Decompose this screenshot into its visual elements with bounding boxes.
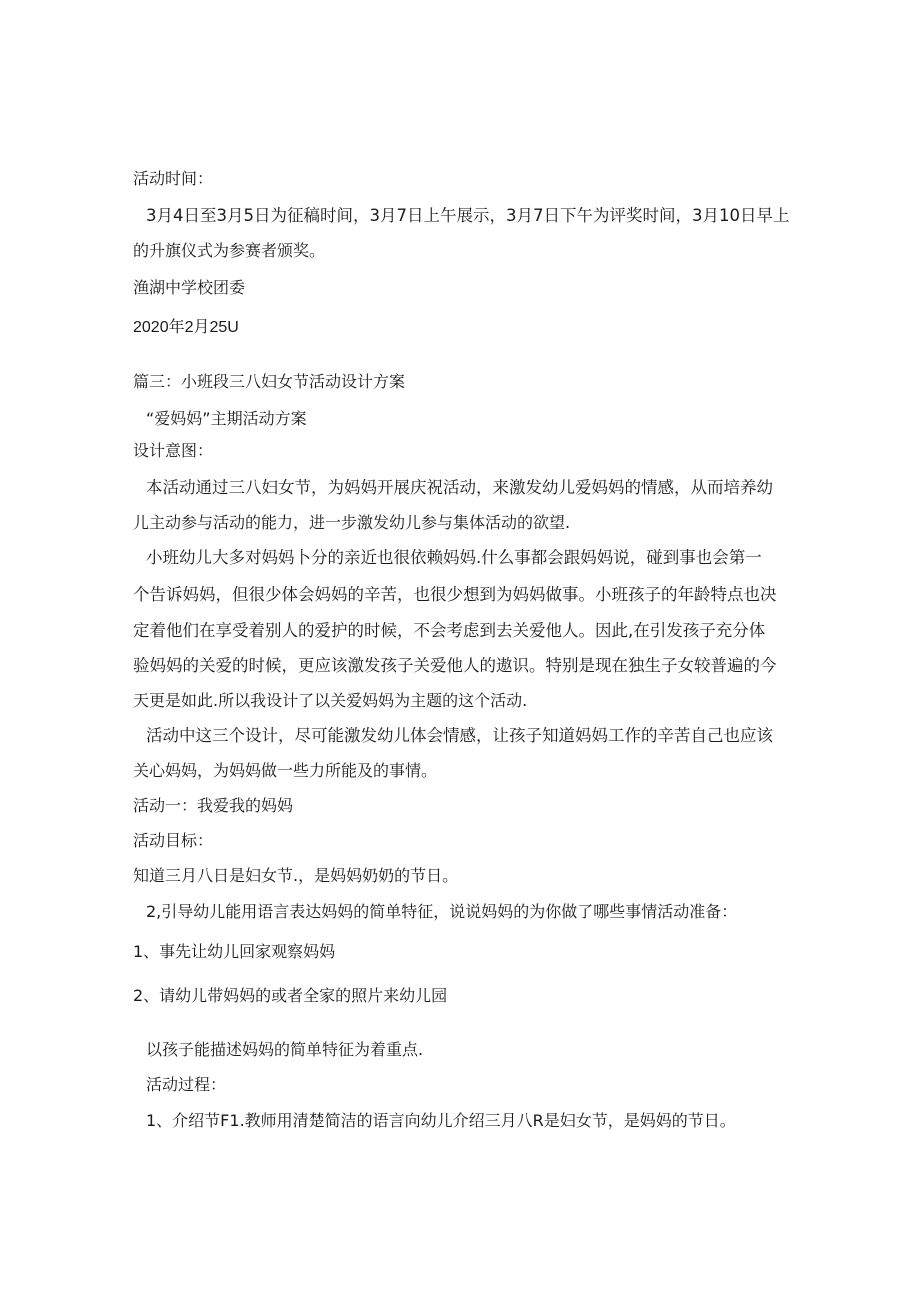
text-line: 天更是如此.所以我设计了以关爱妈妈为主题的这个活动. xyxy=(133,691,528,710)
text-line: 小班幼儿大多对妈妈卜分的亲近也很依赖妈妈.什么事都会跟妈妈说，碰到事也会第一 xyxy=(146,548,762,567)
text-line: 个告诉妈妈，但很少体会妈妈的辛苦，也很少想到为妈妈做事。小班孩子的年龄特点也决 xyxy=(133,585,777,604)
text-line: 3月4日至3月5日为征稿时间，3月7日上午展示，3月7日下午为评奖时间，3月10日早上 xyxy=(146,206,790,225)
text-line: 的升旗仪式为参赛者颁奖。 xyxy=(133,241,326,260)
list-item: 1、介绍节F1.教师用清楚简洁的语言向幼儿介绍三月八R是妇女节，是妈妈的节日。 xyxy=(146,1111,736,1130)
text-line: 以孩子能描述妈妈的简单特征为着重点. xyxy=(146,1040,424,1059)
text-line: 儿主动参与活动的能力，进一步激发幼儿参与集体活动的欲望. xyxy=(133,513,571,532)
text-line: 活动时间： xyxy=(133,169,214,188)
section-heading: 活动一：我爱我的妈妈 xyxy=(133,796,294,815)
text-line: “爱妈妈”主期活动方案 xyxy=(146,409,307,428)
text-line: 活动过程： xyxy=(146,1075,227,1094)
text-line: 活动目标： xyxy=(133,831,214,850)
text-line: 2020年2月25U xyxy=(133,319,239,336)
section-heading: 篇三：小班段三八妇女节活动设计方案 xyxy=(133,372,406,391)
text-line: 知道三月八日是妇女节.，是妈妈奶奶的节日。 xyxy=(133,866,459,885)
text-line: 活动中这三个设计，尽可能激发幼儿体会情感，让孩子知道妈妈工作的辛苦自己也应该 xyxy=(146,726,773,745)
text-line: 渔湖中学校团委 xyxy=(133,278,246,297)
text-line: 验妈妈的关爱的时候，更应该激发孩子关爱他人的遨识。特别是现在独生子女较普遍的今 xyxy=(133,656,777,675)
text-line: 定着他们在享受着别人的爱护的时候，不会考虑到去关爱他人。因此,在引发孩子充分体 xyxy=(133,621,766,640)
list-item: 2、请幼儿带妈妈的或者全家的照片来幼儿园 xyxy=(133,986,448,1005)
text-line: 2,引导幼儿能用语言表达妈妈的简单特征，说说妈妈的为你做了哪些事情活动准备： xyxy=(146,902,738,921)
list-item: 1、事先让幼儿回家观察妈妈 xyxy=(133,942,336,961)
text-line: 关心妈妈，为妈妈做一些力所能及的事情。 xyxy=(133,761,438,780)
text-line: 设计意图： xyxy=(133,441,214,460)
text-line: 本活动通过三八妇女节，为妈妈开展庆祝活动，来激发幼儿爱妈妈的情感，从而培养幼 xyxy=(146,478,773,497)
